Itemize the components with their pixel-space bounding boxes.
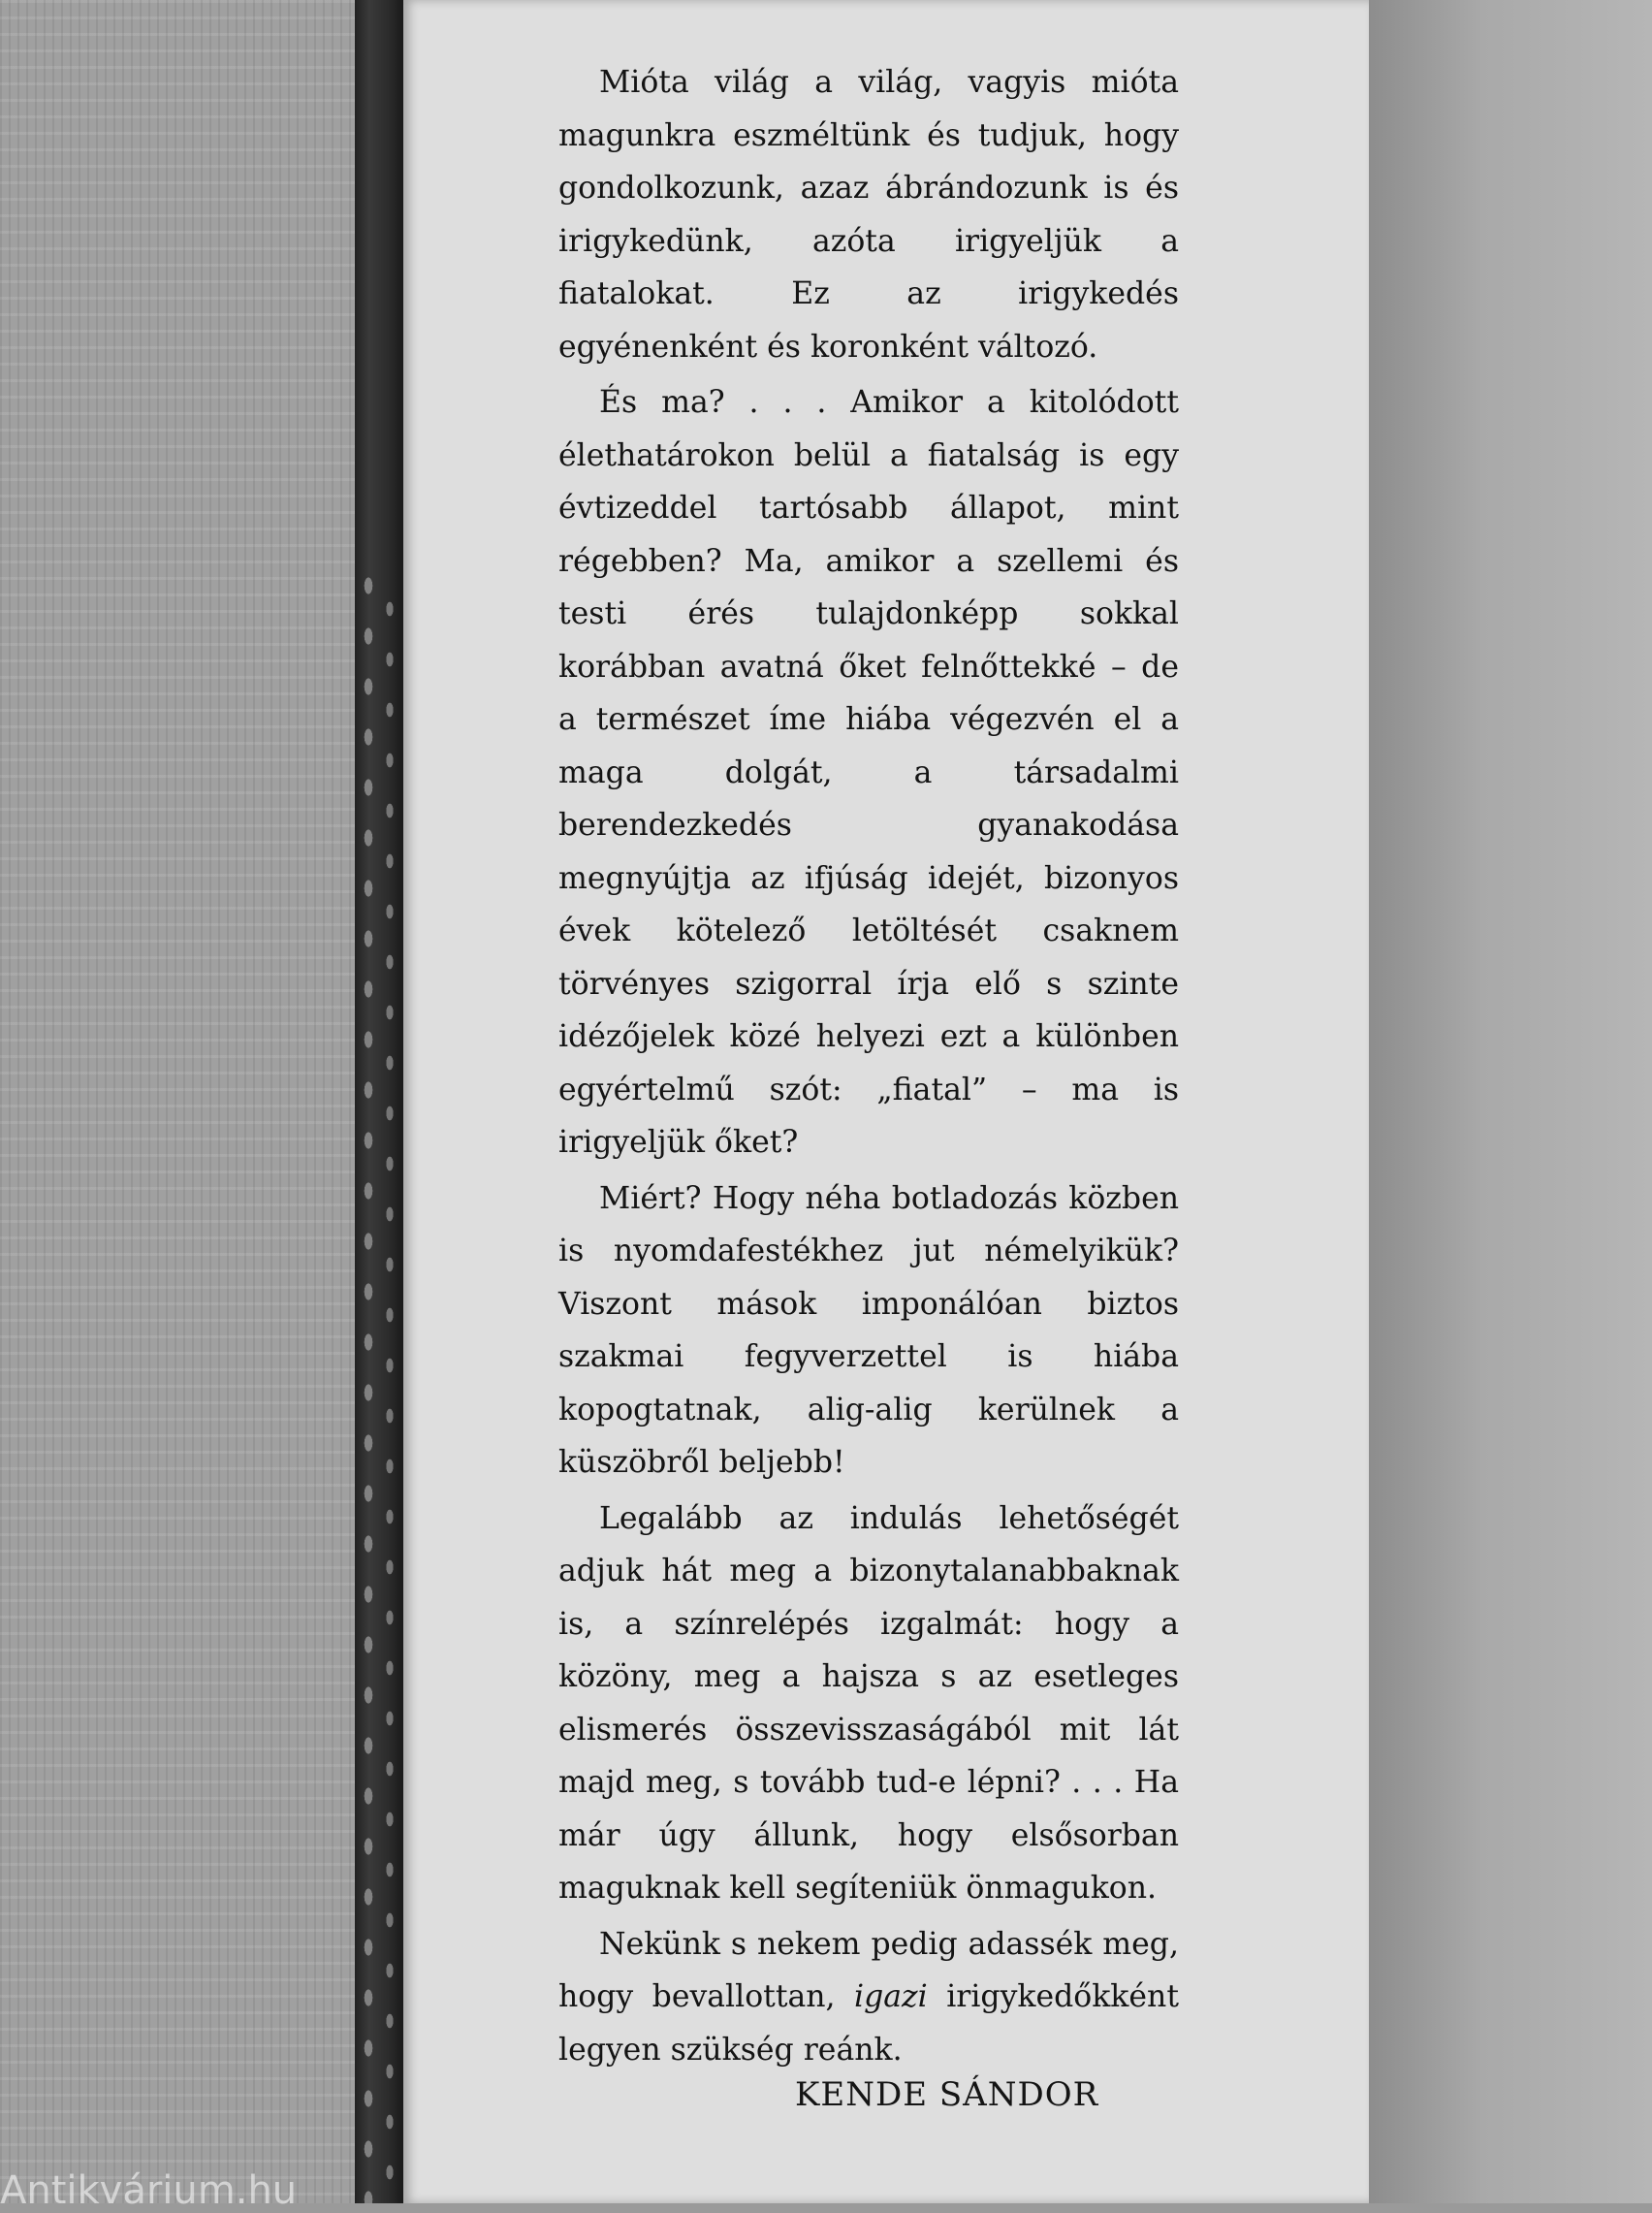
emphasized-word: igazi: [854, 1979, 928, 2014]
watermark: Antikvárium.hu: [0, 2168, 298, 2213]
left-background: [0, 0, 357, 2203]
paragraph-5-end: irigykedőkként legyen szükség reánk.: [558, 1979, 1179, 2068]
paragraph-4: Legalább az indulás lehetőségét adjuk hát meg a bizonytalanabbaknak is, a színrelépés izgalmát: hogy a közöny, meg a hajsza s az esetleges elismerés összevisszaságából mit lát majd meg, s tovább tud-e lépni? . . . Ha már úgy állunk, hogy elsősorban maguknak kell segíteniük önmagukon.: [558, 1500, 1179, 1906]
paragraph-1: Mióta világ a világ, vagyis mióta magunkra eszméltünk és tudjuk, hogy gondolkozunk, azaz ábrándozunk is és irigykedünk, azóta irigyeljük a fiatalokat. Ez az irigykedés egyénenként és koronként változó.: [558, 65, 1179, 365]
author-signature: KENDE SÁNDOR: [795, 2075, 1099, 2114]
paragraph-3: Miért? Hogy néha botladozás közben is nyomdafestékhez jut némelyikük? Viszont mások imponálóan biztos szakmai fegyverzettel is hiába kopogtatnak, alig-alig kerülnek a küszöbről beljebb!: [558, 1180, 1179, 1480]
paragraph-5-start: Nekünk s nekem pedig adassék meg, hogy bevallottan,: [558, 1926, 1179, 2014]
body-text: [558, 56, 1179, 2079]
right-background: [1369, 0, 1652, 2203]
spine-pattern: [357, 572, 403, 2203]
paragraph-2: És ma? . . . Amikor a kitolódott élethatárokon belül a fiatalság is egy évtizeddel tartósabb állapot, mint régebben? Ma, amikor a szellemi és testi érés tulajdonképp sokkal korábban avatná őket felnőttekké – de a természet íme hiába végezvén el a maga dolgát, a társadalmi berendezkedés gyanakodása megnyújtja az ifjúság idejét, bizonyos évek kötelező letöltését csaknem törvényes szigorral írja elő s szinte idézőjelek közé helyezi ezt a különben egyértelmű szót: „fiatal” – ma is irigyeljük őket?: [558, 385, 1179, 1160]
paragraph-5: [558, 1918, 1179, 2077]
